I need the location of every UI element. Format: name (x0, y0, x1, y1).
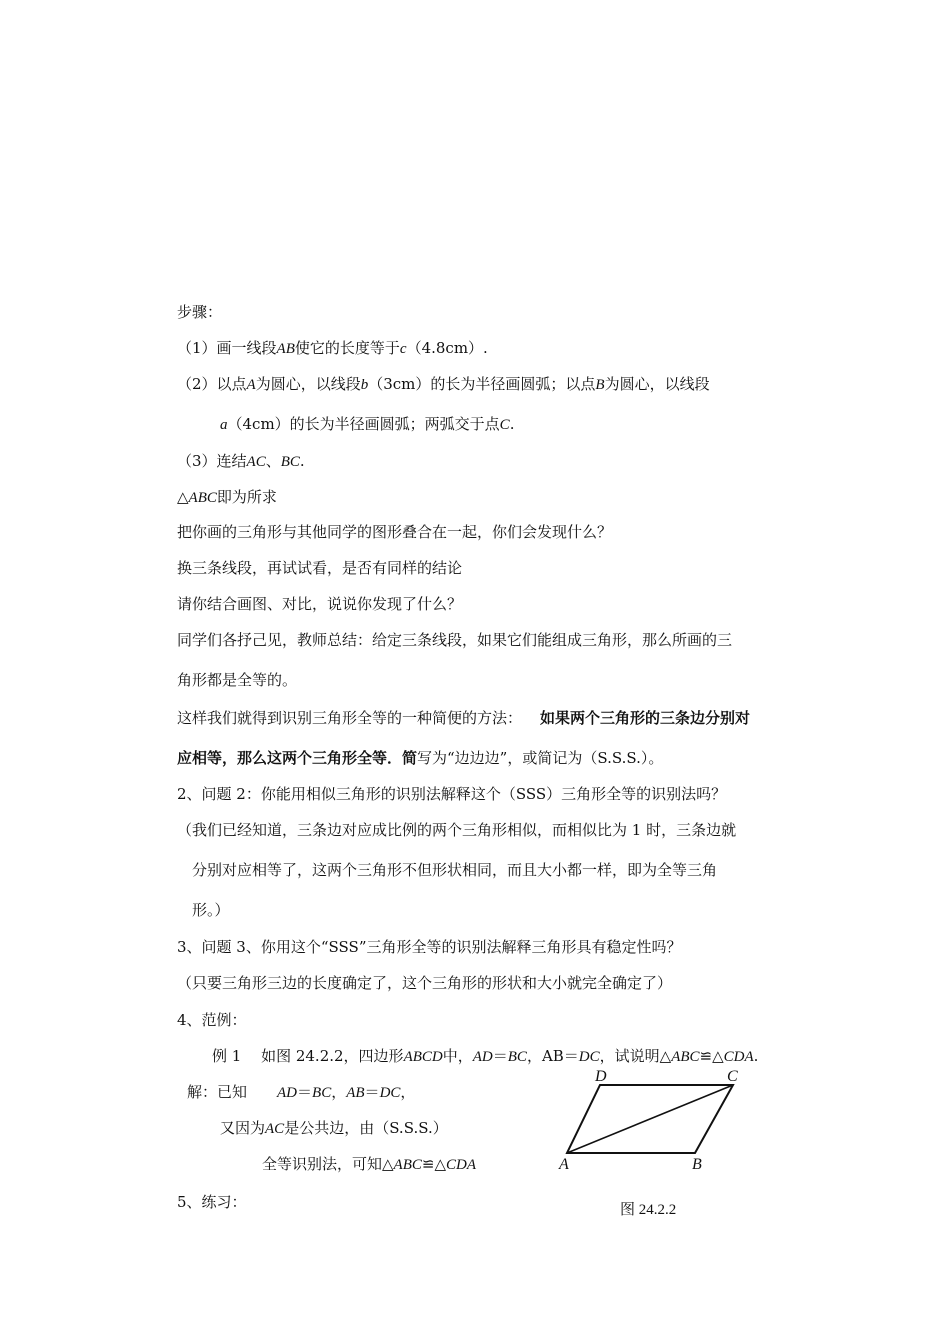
paragraph-retry: 换三条线段，再试试看，是否有同样的结论 (177, 559, 463, 577)
label-d: D (595, 1068, 607, 1085)
step-3: （3）连结AC、BC. (177, 452, 305, 470)
paragraph-compare: 请你结合画图、对比，说说你发现了什么？ (177, 595, 463, 613)
answer-2-line-1: （我们已经知道，三条边对应成比例的两个三角形相似，而相似比为 1 时，三条边就 (177, 821, 737, 839)
sss-rule-line-2: 应相等，那么这两个三角形全等．简写为“边边边”，或简记为（S.S.S.）。 (177, 749, 664, 767)
paragraph-overlap: 把你画的三角形与其他同学的图形叠合在一起，你们会发现什么？ (177, 523, 613, 541)
label-c: C (727, 1068, 738, 1085)
question-2: 2、问题 2：你能用相似三角形的识别法解释这个（SSS）三角形全等的识别法吗？ (177, 785, 727, 803)
solution-line-2: 又因为AC是公共边，由（S.S.S.） (220, 1119, 448, 1137)
label-a: A (559, 1156, 569, 1173)
step-2-cont: a（4cm）的长为半径画圆弧；两弧交于点C. (220, 415, 515, 433)
paragraph-summary-1: 同学们各抒己见，教师总结：给定三条线段，如果它们能组成三角形，那么所画的三 (177, 631, 733, 649)
example-title: 4、范例： (177, 1011, 247, 1029)
question-3: 3、问题 3、你用这个“SSS”三角形全等的识别法解释三角形具有稳定性吗？ (177, 938, 682, 956)
steps-title: 步骤： (177, 303, 223, 321)
answer-3: （只要三角形三边的长度确定了，这个三角形的形状和大小就完全确定了） (177, 974, 673, 992)
paragraph-summary-2: 角形都是全等的。 (177, 671, 298, 689)
parallelogram-figure (555, 1063, 755, 1178)
step-1: （1）画一线段AB使它的长度等于c（4.8cm）. (177, 339, 488, 357)
answer-2-line-2: 分别对应相等了，这两个三角形不但形状相同，而且大小都一样，即为全等三角 (192, 861, 718, 879)
figure-caption: 图 24.2.2 (620, 1202, 677, 1218)
solution-line-3: 全等识别法，可知△ABC≌△CDA (262, 1155, 476, 1173)
solution-line-1: 解：已知 AD＝BC，AB＝DC， (187, 1083, 416, 1101)
diagonal-ac (567, 1085, 733, 1153)
step-2: （2）以点A为圆心，以线段b（3cm）的长为半径画圆弧；以点B为圆心，以线段 (177, 375, 710, 393)
label-b: B (692, 1156, 702, 1173)
sss-rule-line-1: 这样我们就得到识别三角形全等的一种简便的方法： 如果两个三角形的三条边分别对 (177, 709, 751, 727)
example-1: 例 1 如图 24.2.2，四边形ABCD中，AD＝BC，AB＝DC，试说明△ABC≌△CDA. (212, 1047, 759, 1065)
answer-2-line-3: 形。） (192, 901, 230, 919)
practice-title: 5、练习： (177, 1193, 247, 1211)
result-line: △ABC即为所求 (177, 488, 277, 506)
